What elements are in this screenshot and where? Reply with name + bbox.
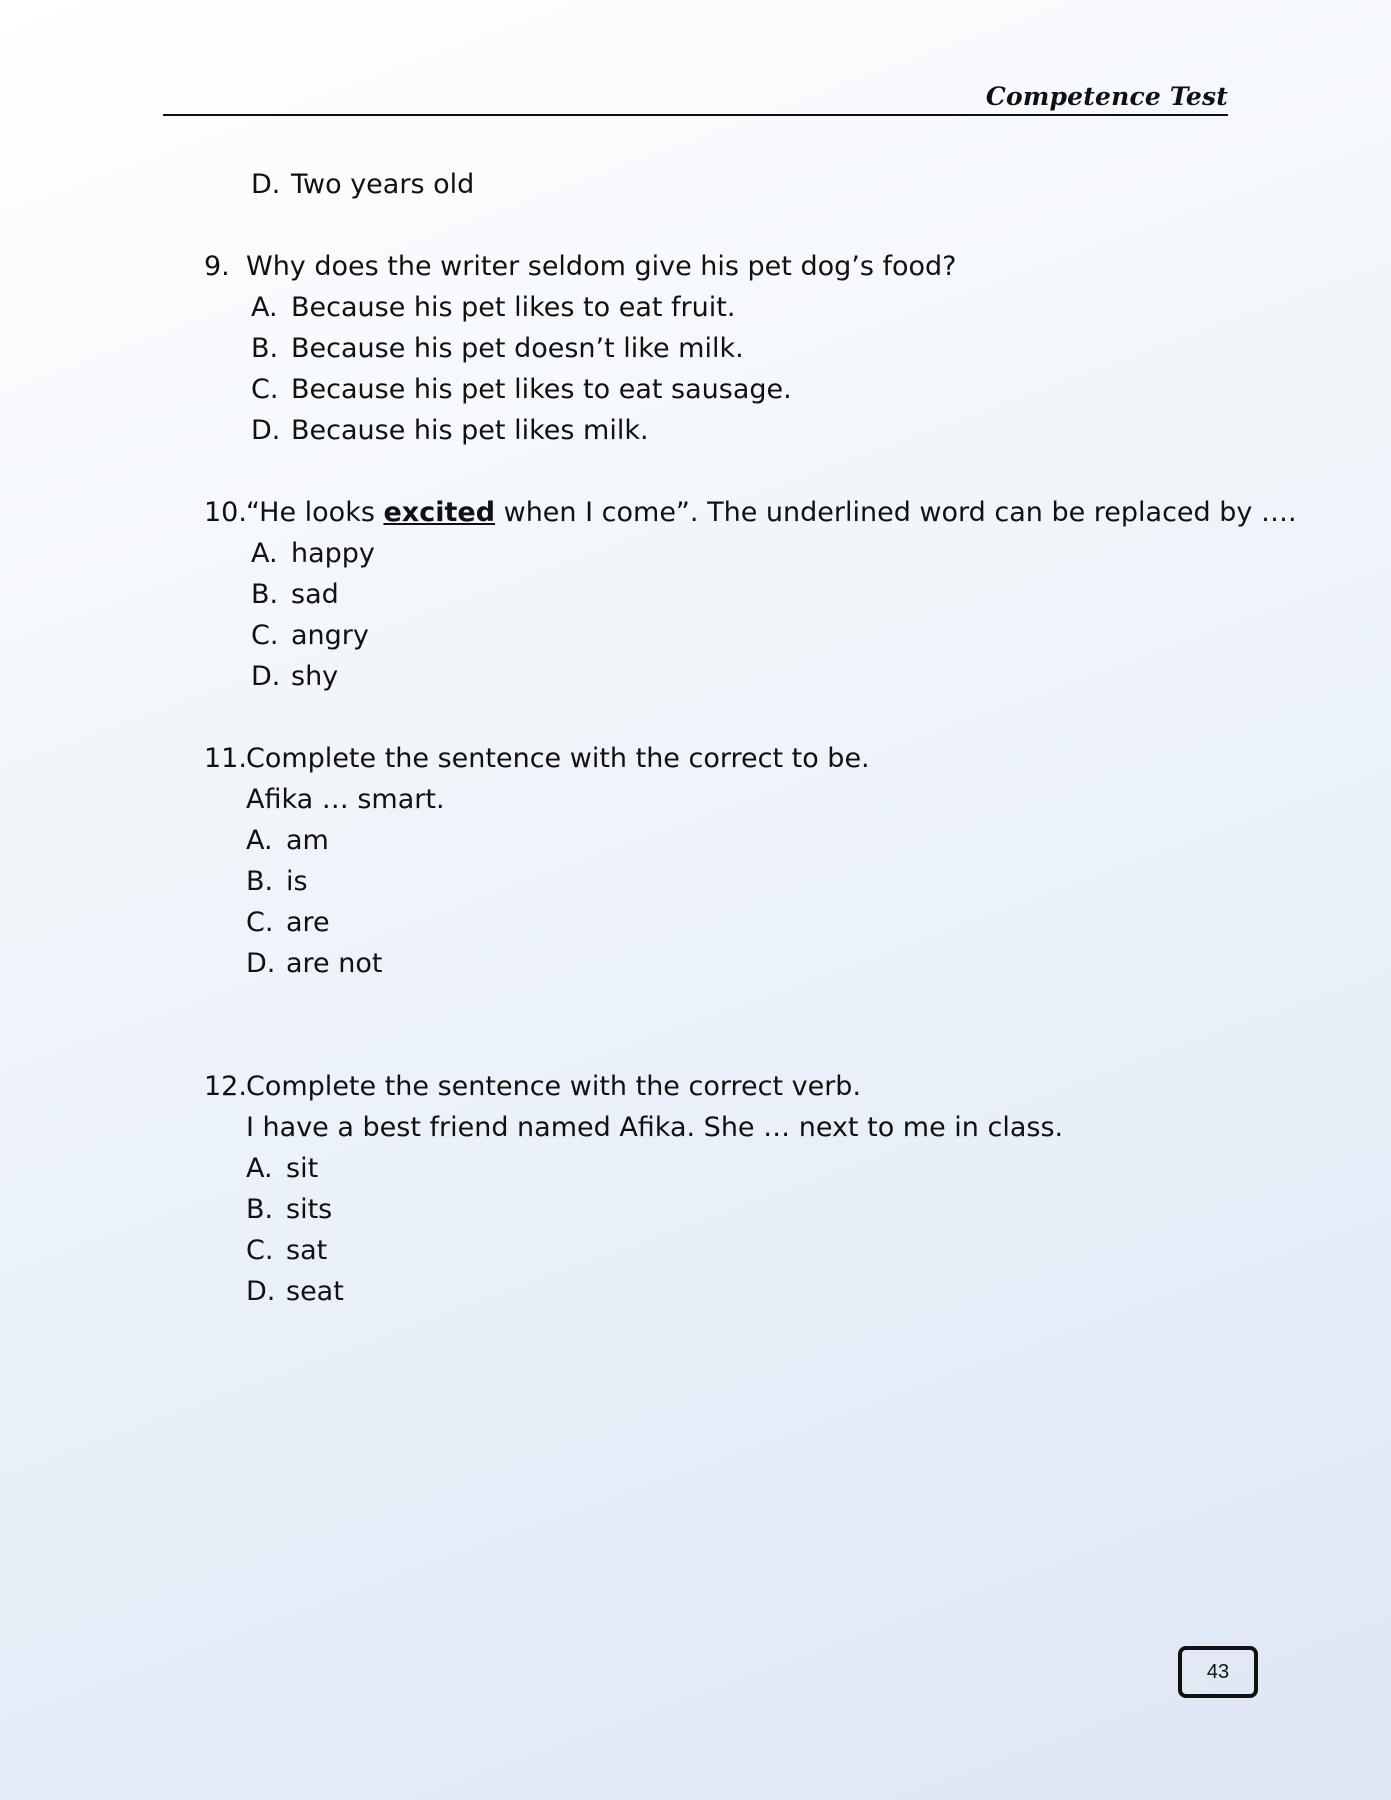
question-11 [204,738,870,779]
q12-option-d [246,1271,344,1312]
option-letter: A. [251,292,278,323]
question-text: Complete the sentence with the correct to be. [246,743,870,774]
option-text: shy [291,661,339,692]
option-text: are not [286,948,383,979]
option-letter: D. [246,1276,276,1307]
q9-option-c [251,369,792,410]
option-letter: B. [251,333,279,364]
question-number: 11. [204,743,247,774]
question-number: 9. [204,251,230,282]
q12-option-c [246,1230,327,1271]
option-text: sits [286,1194,333,1225]
option-letter: D. [246,948,276,979]
option-letter: C. [251,620,279,651]
q9-option-d [251,410,649,451]
question-number: 10. [204,497,247,528]
page-header-title: Competence Test [985,82,1228,111]
q10-option-b [251,574,339,615]
option-letter: A. [251,538,278,569]
option-text: seat [286,1276,344,1307]
option-text: is [286,866,308,897]
q10-option-a [251,533,375,574]
option-letter: B. [246,1194,274,1225]
q12-prompt: I have a best friend named Afika. She … next to me in class. [246,1112,1064,1143]
option-text: are [286,907,330,938]
option-letter: C. [251,374,279,405]
option-letter: C. [246,907,274,938]
page-number: 43 [1206,1660,1230,1683]
carryover-option [251,164,474,205]
option-letter: D. [251,415,281,446]
q9-option-b [251,328,744,369]
question-9 [204,246,957,287]
option-text: sat [286,1235,328,1266]
question-text: Why does the writer seldom give his pet dog’s food? [246,251,957,282]
question-text-after: when I come”. The underlined word can be replaced by …. [495,497,1297,528]
question-number: 12. [204,1071,247,1102]
q9-option-a [251,287,735,328]
option-text: Because his pet likes to eat sausage. [291,374,792,405]
underlined-word: excited [383,497,496,528]
option-letter: B. [251,579,279,610]
question-text-before: “He looks [246,497,384,528]
option-text: am [286,825,329,856]
option-letter: C. [246,1235,274,1266]
option-text: Two years old [291,169,475,200]
option-text: sad [291,579,339,610]
header-divider [163,114,1228,116]
q10-option-d [251,656,338,697]
question-10 [204,492,1297,533]
question-12 [204,1066,861,1107]
option-text: happy [291,538,375,569]
option-letter: A. [246,825,273,856]
option-text: Because his pet likes milk. [291,415,649,446]
q11-prompt: Afika … smart. [246,784,445,815]
option-letter: D. [251,661,281,692]
q11-option-d [246,943,382,984]
q11-option-b [246,861,308,902]
option-text: Because his pet doesn’t like milk. [291,333,744,364]
option-letter: D. [251,169,281,200]
option-letter: B. [246,866,274,897]
q11-option-c [246,902,330,943]
q12-option-b [246,1189,332,1230]
q10-option-c [251,615,369,656]
option-text: angry [291,620,369,651]
option-text: sit [286,1153,319,1184]
option-text: Because his pet likes to eat fruit. [291,292,736,323]
question-text: Complete the sentence with the correct verb. [246,1071,862,1102]
q11-option-a [246,820,329,861]
page-number-box [1178,1646,1258,1698]
q12-option-a [246,1148,318,1189]
option-letter: A. [246,1153,273,1184]
